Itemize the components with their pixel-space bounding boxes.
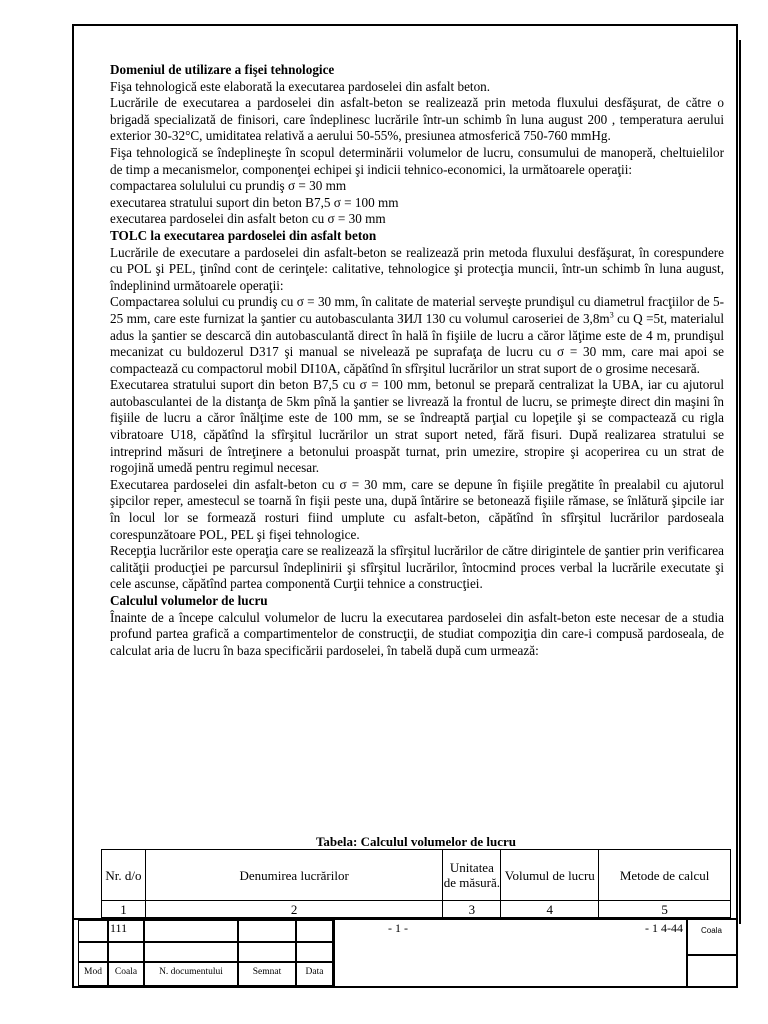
paragraph-compaction: Compactarea solului cu prundiş cu σ = 30 mm, în calitate de material serveşte prundişul cu diametrul fracţiilor de 5-25 mm, care este furnizat la şantier cu autobasculanta ЗИЛ 130 cu volumul caroseriei de $3,8m^3$ cu Q =5t, materialul adus la şantier se descarcă din autobasculantă direct în hală în fişiile de lucru a căror lăţime este de 4 m, prundişul mecanizat cu buldozerul D317 şi manual se nivelează pe suprafaţa de lucru cu σ = 30 mm, care mai apoi se compactează cu compactorul mobil DI10A, căpătînd în sfîrşitul lucrărilor un strat suport de o grosime necesară. — [110, 294, 725, 376]
table-row — [102, 901, 731, 918]
stamp-cell — [296, 942, 333, 962]
stamp-label-sheet: Coala — [114, 967, 138, 977]
stamp-label-mod: Mod — [84, 967, 102, 977]
paragraph: Executarea stratului suport din beton B7,5 cu σ = 100 mm, betonul se prepară centralizat la UBA, iar cu ajutorul autobasculantei de la distanţa de 5km pînă la şantier se livrează la frontul de lucru, se primeşte direct din maşini în fişiile de lucru a căror înălţime este de 100 mm, se se îndreaptă parţial cu lopeţile şi se compactează cu rigla vibratoare U18, căpătînd la sfîrşitul lucrărilor un strat suport neted, fără fisuri. După realizarea stratului se intreprind măsuri de întreţinere a betonului proaspăt turnat, prin umezire, stropire şi acoperirea cu un strat de rogojină umedă pentru regimul necesar. — [110, 377, 724, 476]
document-code: - 1 4-44 — [645, 921, 683, 935]
paragraph: Lucrările de executarea a pardoselei din asfalt-beton se realizează prin metoda fluxului desfăşurat, de către o brigadă specializată de finisori, care îndeplinesc lucrările într-un schimb în luna august 200 , temperatura aerului exterior 30-32°C, umiditatea relativă a aerului 50-55%, presiunea atmosferică 750-760 mmHg. — [110, 95, 724, 144]
page-number: - 1 - — [388, 921, 408, 935]
frame-margin-line — [739, 40, 741, 924]
sheet-label: Coala — [701, 926, 722, 935]
table-cell: 2 — [145, 901, 442, 918]
table-header-cell: Volumul de lucru — [501, 850, 599, 901]
table-cell: 5 — [599, 901, 731, 918]
paragraph: Înainte de a începe calculul volumelor de lucru la executarea pardoselei din asfalt-beton este necesar de a studia profund partea grafică a compartimentelor de construcţii, de studiat compoziţia din care-i compusă pardoseala, de calculat aria de lucru în baza specificării pardoselei, în tabelă după cum urmează: — [110, 609, 724, 658]
paragraph: Fişa tehnologică se îndeplineşte în scopul determinării volumelor de lucru, consumului de manoperă, cheltuielilor de timp a mecanismelor, componenţei echipei şi indicii tehnico-economici, la următoarele operaţii: — [110, 144, 724, 177]
table-cell: 4 — [501, 901, 599, 918]
table-header-cell: Denumirea lucrărilor — [145, 850, 442, 901]
paragraph: Lucrările de executare a pardoselei din asfalt-beton se realizează prin metoda fluxului desfăşurat, în corespundere cu POL şi PEL, ţinînd cont de cerinţele: calitative, tehnologice şi protecţia muncii, într-un schimb în luna august, îndeplinind următoarele operaţii: — [110, 244, 724, 293]
stamp-cell — [238, 920, 296, 942]
operation-item: executarea stratului suport din beton B7,5 σ = 100 mm — [110, 194, 399, 210]
stamp-divider — [333, 918, 335, 988]
table-cell: 3 — [443, 901, 501, 918]
operation-item: executarea pardoselei din asfalt beton cu σ = 30 mm — [110, 211, 386, 227]
superscript: 3 — [609, 310, 614, 320]
stamp-cell — [144, 942, 238, 962]
stamp-divider — [686, 918, 688, 988]
paragraph: Fişa tehnologică este elaborată la executarea pardoselei din asfalt beton. — [110, 78, 491, 94]
stamp-label-signed: Semnat — [252, 967, 282, 977]
stamp-label-date: Data — [305, 967, 324, 977]
section-heading-domain: Domeniul de utilizare a fişei tehnologice — [110, 62, 335, 77]
stamp-cell — [108, 942, 144, 962]
stamp-code: 111 — [110, 921, 128, 935]
stamp-cell — [296, 920, 333, 942]
table-caption: Tabela: Calculul volumelor de lucru — [315, 834, 517, 849]
section-heading-tolc: TOLC la executarea pardoselei din asfalt beton — [110, 227, 377, 243]
table-header-row — [102, 850, 731, 901]
stamp-cell — [238, 942, 296, 962]
document-body — [110, 62, 724, 659]
table-header-cell: Unitatea de măsură. — [443, 850, 501, 901]
stamp-cell — [78, 920, 108, 942]
paragraph: Recepţia lucrărilor este operaţia care se realizează la sfîrşitul lucrărilor de către dirigintele de şantier prin verificarea calităţii producţiei pe parcursul îndeplinirii şi sfîrşitul lucrărilor, întocmind proces verbal la lucrările executate şi cele ascunse, căpătînd partea componentă Curţii tehnice a construcţiei. — [110, 543, 724, 592]
table-cell: 1 — [102, 901, 146, 918]
stamp-cell — [78, 942, 108, 962]
stamp-divider — [686, 954, 738, 956]
table-header-cell: Nr. d/o — [102, 850, 146, 901]
stamp-label-document: N. documentului — [159, 967, 223, 977]
table-header-cell: Metode de calcul — [599, 850, 731, 901]
operation-item: compactarea solulului cu prundiş σ = 30 mm — [110, 178, 347, 194]
paragraph: Executarea pardoselei din asfalt-beton cu σ = 30 mm, care se depune în fişiile pregătite în prealabil cu ajutorul şipcilor reper, amestecul se toarnă în fişii peste una, după întărire se betonează fişiile rămase, se înlătură şipcile iar în locul lor se formează rosturi fiind umplute cu asfalt-beton, căpătînd în sfîrşitul lucrărilor pardoseala corespunzătoare POL, PEL şi fişei tehnologice. — [110, 476, 724, 542]
section-heading-volumes: Calculul volumelor de lucru — [110, 593, 268, 608]
stamp-cell — [144, 920, 238, 942]
volumes-table — [101, 849, 731, 918]
